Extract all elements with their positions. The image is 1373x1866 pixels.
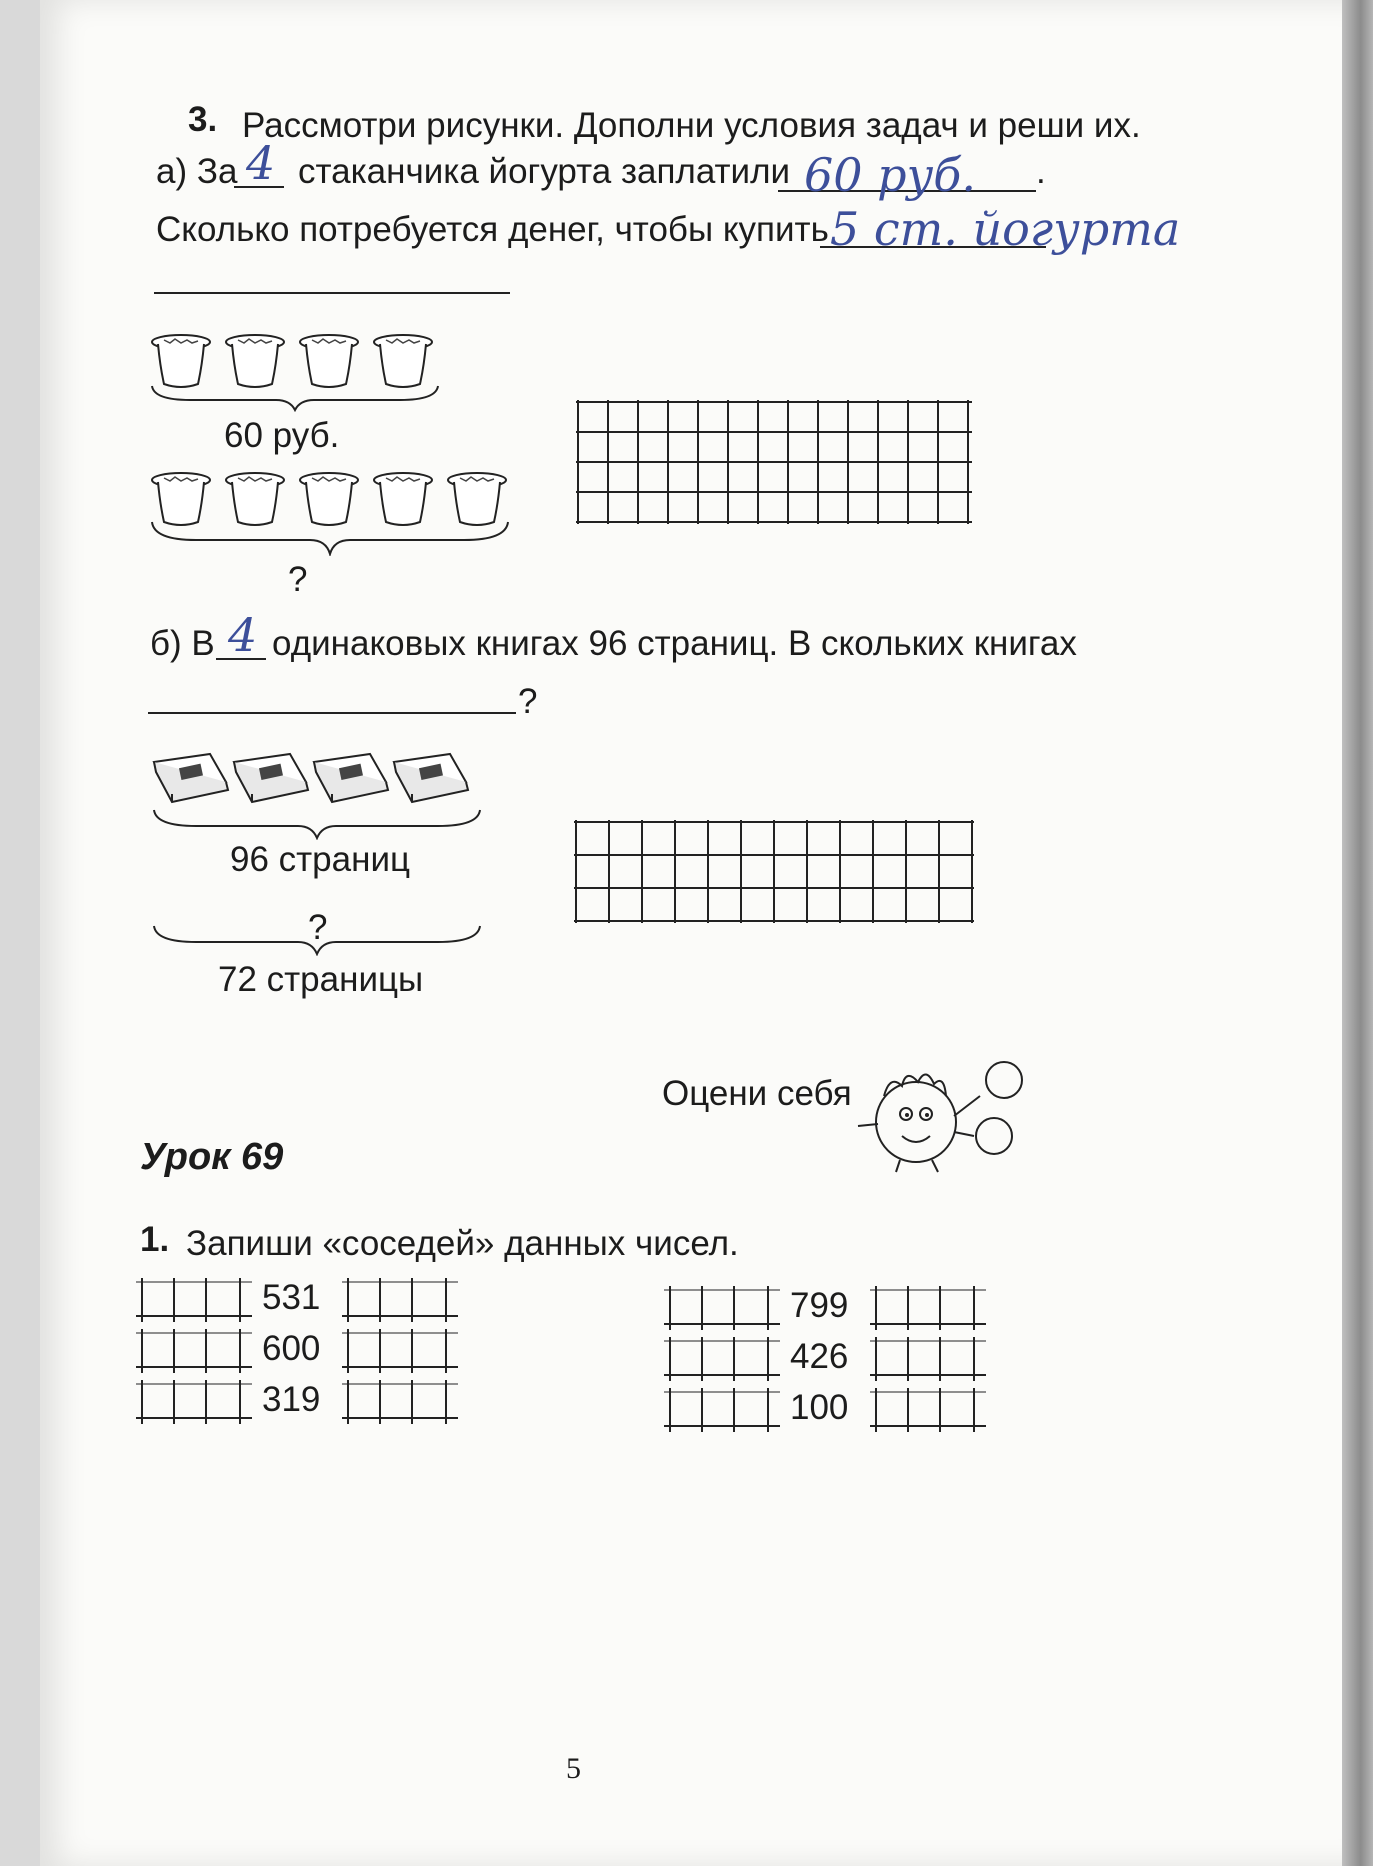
digit-boxes [870,1337,986,1381]
question-mark: ? [518,682,538,721]
given-number: 799 [790,1286,849,1325]
given-number: 100 [790,1388,849,1427]
task-a-text: стаканчика йогурта заплатили [298,152,791,191]
task-b-text: одинаковых книгах 96 страниц. В скольких книгах [272,624,1077,663]
mascot-icon [840,1056,1030,1174]
answer-line [154,292,510,294]
task-a-prefix: а) За [156,152,238,191]
lesson-title: Урок 69 [140,1136,284,1178]
task-title: Рассмотри рисунки. Дополни условия задач и реши их. [242,106,1141,145]
digit-boxes [870,1286,986,1330]
digit-boxes [342,1380,458,1424]
brace [150,518,510,556]
digit-boxes [664,1286,780,1330]
brace [152,806,482,840]
brace [152,922,482,956]
digit-boxes [342,1329,458,1373]
book-icon [310,752,390,806]
workbook-page [40,0,1356,1866]
digit-boxes [136,1380,252,1424]
brace [150,382,440,412]
handwritten-answer: 60 руб. [804,148,976,202]
answer-grid [576,400,976,550]
answer-grid [574,820,974,930]
book-icon [230,752,310,806]
handwritten-answer: 4 [246,136,276,190]
price-label: 60 руб. [224,416,340,455]
answer-line [148,712,516,714]
digit-boxes [342,1278,458,1322]
page-number: 5 [566,1752,581,1785]
task-number: 3. [188,100,218,139]
task-number: 1. [140,1220,170,1259]
given-number: 426 [790,1337,849,1376]
digit-boxes [664,1388,780,1432]
given-number: 531 [262,1278,321,1317]
given-number: 319 [262,1380,321,1419]
given-number: 600 [262,1329,321,1368]
handwritten-answer: 5 ст. йогурта [830,202,1181,256]
task-a-question: Сколько потребуется денег, чтобы купить [156,210,829,249]
digit-boxes [136,1278,252,1322]
unknown-mark: ? [288,560,308,599]
unknown-mark: ? [308,908,328,947]
self-assess-label: Оцени себя [662,1074,852,1113]
book-icon [390,752,470,806]
book-icon [150,752,230,806]
handwritten-answer: 4 [228,608,258,662]
end-dot: . [1036,152,1046,191]
pages-label: 96 страниц [230,840,411,879]
task-1-text: Запиши «соседей» данных чисел. [186,1224,739,1263]
digit-boxes [136,1329,252,1373]
digit-boxes [664,1337,780,1381]
pages-label-2: 72 страницы [218,960,424,999]
task-b-prefix: б) В [150,624,215,663]
digit-boxes [870,1388,986,1432]
binding-shadow [1342,0,1373,1866]
